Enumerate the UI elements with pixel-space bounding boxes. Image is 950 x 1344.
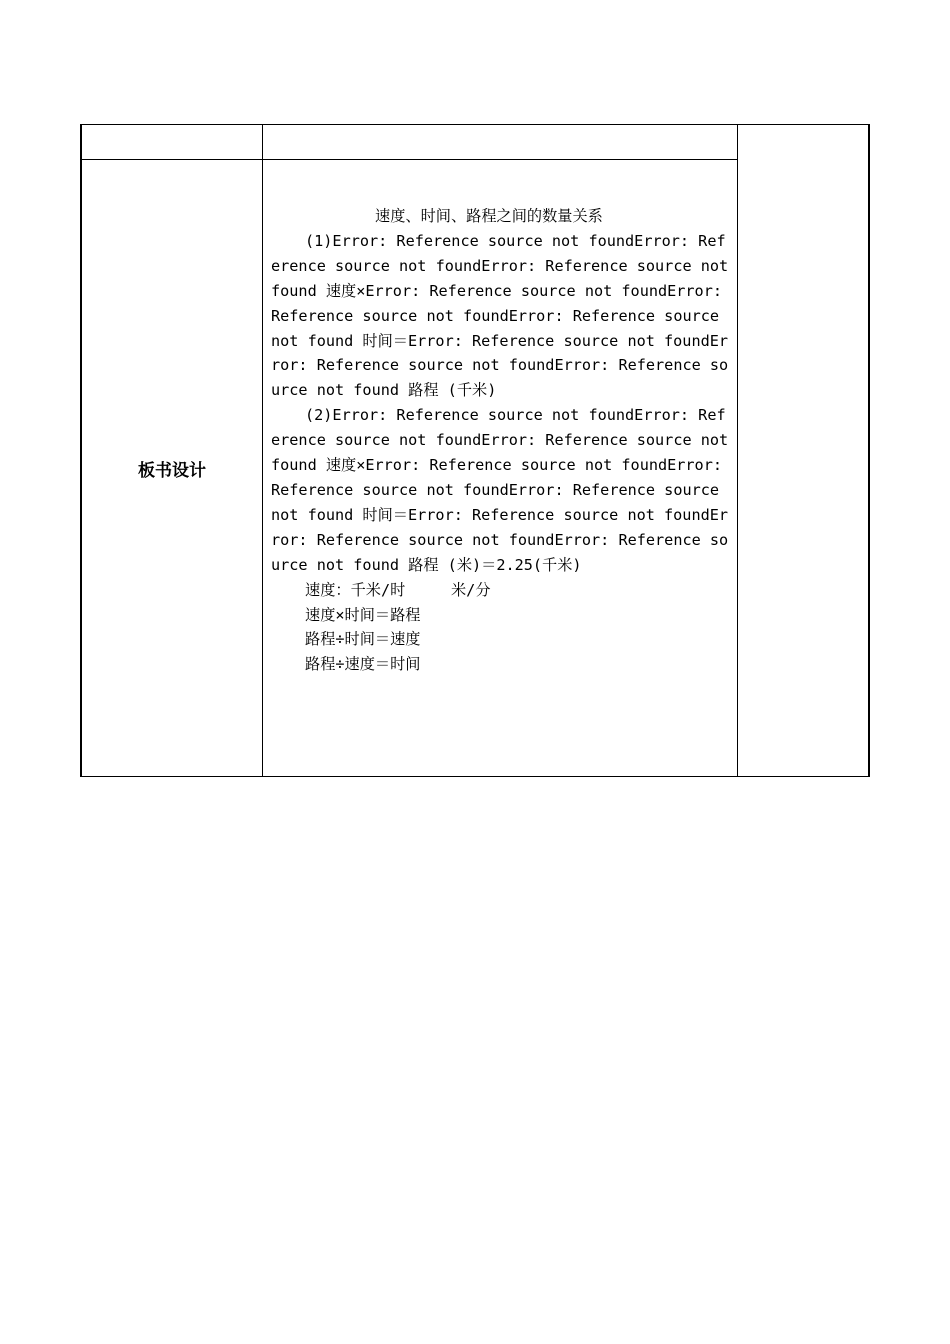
row-label-text: 板书设计	[138, 460, 206, 481]
row-label-board-design	[82, 160, 262, 776]
table-column-divider-2	[737, 124, 738, 777]
formula-line-2: 路程÷时间＝速度	[305, 630, 421, 649]
board-design-content	[271, 204, 731, 677]
formula-line-3: 路程÷速度＝时间	[305, 655, 421, 674]
units-line: 速度：千米/时 米/分	[305, 580, 491, 599]
table-border-bottom	[80, 776, 870, 777]
content-paragraph-1: (1)Error: Reference source not foundError: Reference source not foundError: Reference source not found 速度×Error: Reference source not foundError: Reference source not foundError: Reference source not found 时间＝Error: Reference source not foundError: Reference source not foundError: Reference source not found 路程 (千米)	[271, 231, 729, 400]
content-title: 速度、时间、路程之间的数量关系	[375, 207, 603, 225]
content-paragraph-2: (2)Error: Reference source not foundError: Reference source not foundError: Reference source not found 速度×Error: Reference source not foundError: Reference source not foundError: Reference source not found 时间＝Error: Reference source not foundError: Reference source not foundError: Reference source not found 路程 (米)＝2.25(千米)	[271, 406, 729, 574]
table-border-top	[80, 124, 870, 125]
table-border-right	[868, 124, 870, 777]
table-column-divider-1	[262, 124, 263, 777]
formula-line-1: 速度×时间＝路程	[305, 605, 421, 624]
lesson-plan-table	[80, 124, 870, 777]
